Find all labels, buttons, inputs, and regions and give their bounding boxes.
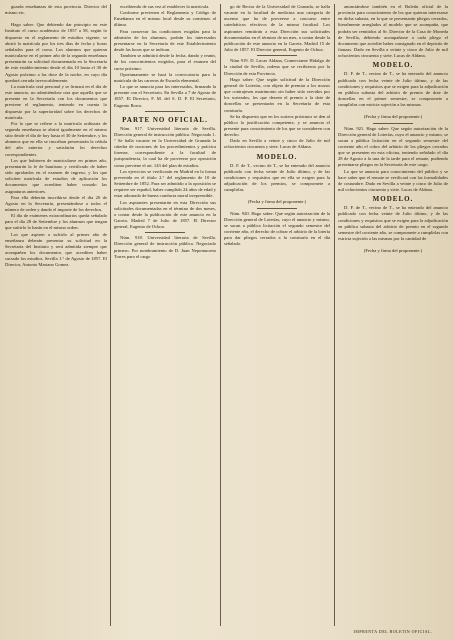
paragraph: Núm. 917. Universidad literaria de Sevilla. Dirección general de instrucción pública. Negociado 1.° Se halla vacante en la Universidad de Granada la cátedra de nociones de los procedimientos y práctica forense, correspondiente a la facultad de jurisprudencia, la cual ha de proveerse por oposición como previene el art. 143 del plan de estudios.	[114, 125, 216, 168]
paragraph: Tambien se admitirá desde la fecha, dando y reunir, de los conocimientos exigidos, para el examen del curso próximo.	[114, 53, 216, 71]
printer-imprint: IMPRENTA DEL BOLETIN OFICIAL.	[353, 629, 433, 634]
column-4	[338, 4, 448, 626]
paragraph: D. F. de T., vecino de T., se ha enterado del anuncio publicado con fecha veinte de Julio último, y de las condiciones y requisitos que se exigen para la adjudicación en pública subasta del arbitrio de premio de dote de doncellas en el primer semestre, se compromete a cumplirlas con estricta sujeción a las mismas.	[338, 71, 448, 108]
paragraph: Dado en Sevilla a veinte y cinco de Julio de mil ochocientos cincuenta y siete. Lucas de Aldana.	[224, 138, 330, 150]
divider	[257, 208, 297, 209]
divider	[145, 232, 185, 233]
paragraph: Núm 919. D. Lucas Aldana, Comerciante Hidalgo de la ciudad de Sevilla, ordena que se recibieron por la Dirección de esta Provincia.	[224, 58, 330, 76]
paragraph: Por lo que se refiere a la matrícula ordinaria de segunda enseñanza se abrirá igualmente en el mismo sitio desde el día de hoy hasta el 30 de Setiembre, y los alumnos que en ella se inscriban presentarán la cédula del año anterior y satisfarán los derechos correspondientes.	[5, 120, 107, 157]
column-1	[5, 4, 107, 626]
paragraph: El día de exámenes extraordinarios queda señalado para el día 28 de Setiembre y los alumnos que tengan que sufrirlo lo harán en el mismo orden.	[5, 213, 107, 231]
paragraph: escribiendo de sus vez al establecer la matrícula.	[120, 4, 210, 9]
paragraph: Núm. 920. Hago saber: Que según autorización de la Dirección general de Loterías, cuyo el anuncio y mismo, se sacan a pública licitación el segundo semestre del corriente año, el derecho de cobrar el arbitrio de la lotería para dar pliegos cerrados a la comisaría en el día señalado.	[224, 210, 330, 247]
section-heading: PARTE NO OFICIAL.	[122, 115, 208, 124]
column-divider	[110, 4, 111, 626]
paragraph: La matrícula será personal y se firmará en el día de este anuncio, no admitiéndose otra que aquella que se presente en la Secretaría con los documentos que previene el reglamento, teniendo en cuenta lo dispuesto por la superioridad sobre los derechos de matrícula.	[5, 83, 107, 120]
column-divider	[220, 4, 221, 626]
paragraph: D. F. de T., vecino de T., se ha enterado del anuncio publicado con fecha veinte de Julio último, y de las condiciones y requisitos que se exigen para la adjudicación en pública subasta del arbitrio de premio en el segundo semestre del corriente año, se compromete a cumplirlas con estricta sujeción a las mismas por la cantidad de	[338, 205, 448, 241]
signature-line: (Fecha y firma del proponente.)	[363, 114, 423, 120]
paragraph: Oportunamente se hará la convocatoria para la matrícula de las carreras de Escuela elemental.	[114, 71, 216, 83]
paragraph: Lo que se anuncia para conocimiento del público y se hace saber que el remate se verificará con las formalidades de costumbre. Dado en Sevilla a veinte y cinco de Julio de mil ochocientos cincuenta y siete. Lucas de Aldana.	[338, 168, 448, 193]
paragraph: Núm. 921. Hago saber: Que según autorización de la Dirección general de Loterías, cuyo el anuncio y mismo, se sacan a pública licitación en el segundo semestre del corriente año el cobro del arbitrio de los pliegos cerrados que se presenten en esta oficina, teniendo señalado el día 28 de Agosto a la una de la tarde para el remate, pudiendo presentarse pliegos en la Secretaría de este cargo.	[338, 125, 448, 168]
paragraph: Se ha dispuesto que en los sorteos próximos se den al público la justificación competente, y se anuncia el presente para conocimiento de los que se consideren con derecho.	[224, 113, 330, 138]
paragraph: go de Rector de la Universidad de Granada, se halla vacante en la facultad de medicina una categoría de ascenso que ha de proveerse a concurso entre catedráticos efectivos de la misma facultad. Los aspirantes remitirán a esta Dirección sus solicitudes documentadas en el término de un mes, a contar desde la publicación de este anuncio en la Gaceta. Madrid 15 de Julio de 1857. El Director general, Eugenio de Ochoa.	[224, 4, 330, 53]
signature-line: (Fecha y firma del proponente.)	[363, 248, 423, 254]
section-heading: MODELO.	[372, 195, 414, 204]
paragraph: Núm. 918. Universidad literaria de Sevilla. Dirección general de instrucción pública. Negociado primero. Por nombramiento de D. Juan Nepomuceno Torres para el cargo	[114, 235, 216, 259]
paragraph: Los ejercicios se verificarán en Madrid en la forma prevenida en el título 2.° del reglamento de 10 de Setiembre de 1852. Para ser admitido a la oposición se requiere ser español, haber cumplido 24 años de edad y estar adornado de buena conducta moral irreprensible.	[114, 168, 216, 199]
paragraph: Los que aspiren a sufrirlo al primer año de enseñanza deberán presentar su solicitud en la Secretaría del Instituto y será admitida siempre que acompañen los documentos que acrediten haber cursado los estudios. Sevilla 1.° de Agosto de 1857. El Director, Antonio Mariano Gomez.	[5, 231, 107, 268]
paragraph: Los que hubieren de matricularse en primer año, presentarán la fe de bautismo y certificado de haber sido aprobados en el examen de ingreso, y los que soliciten matrícula de estudios de aplicación los documentos que acrediten haber cursado las asignaturas anteriores.	[5, 157, 107, 194]
paragraph: Conforme previenen el Reglamento y Código de Enseñanza en el mismo local desde su comienzo al último.	[114, 10, 216, 28]
paragraph: D. F. de T., vecino de T., se ha enterado del anuncio publicado con fecha veinte de Julio último, y de las condiciones y requisitos que en ella se exigen para la adjudicación de los premios, se compromete a cumplirlas.	[224, 162, 330, 193]
divider	[145, 111, 185, 112]
signature-line: (Fecha y firma del proponente.)	[247, 199, 307, 205]
paragraph: Lo que se anuncia para los interesados, firmando la presente con el Secretario. En Sevilla a 7 de Agosto de 1857. El Director, F. M. del S. D. P. El Secretario, Eugenio Borra.	[114, 84, 216, 108]
paragraph: Hago saber: Que según solicitud de la Dirección general de Loterías, con objeto de premiar a los mozos que contrajesen matrimonio sin haber sido servidos por los sorteados, los que deseen el premio a la dote de doncellas se presentarán en la Secretaría de esta comisaría.	[224, 76, 330, 113]
paragraph: Para conservar las condiciones exigidas para la admisión de los alumnos, podrán los interesados presentarse en la Secretaría de este Establecimiento desde las horas que se indican.	[114, 28, 216, 53]
divider	[373, 123, 413, 124]
column-3	[224, 4, 330, 626]
paragraph: guarda enseñanzas de esta provincia. Director del mismo etc.	[5, 4, 107, 16]
paragraph: Los aspirantes presentarán en esta Dirección sus solicitudes documentadas en el término de dos meses, a contar desde la publicación de este anuncio en la Gaceta. Madrid 7 de Julio de 1857. El Director general, Eugenio de Ochoa.	[114, 199, 216, 230]
section-heading: MODELO.	[256, 152, 298, 161]
column-2	[114, 4, 216, 626]
section-heading: MODELO.	[372, 61, 414, 70]
paragraph: Para ella deberán inscribirse desde el día 20 de Agosto en la Secretaría, presentándose a todos el número de orden y dando el importe de los derechos.	[5, 194, 107, 212]
paragraph: Hago saber: Que debiendo dar principio en este Instituto el curso académico de 1857 a 58, según lo dispuesto en el reglamento de estudios vigente, se abrirá la matrícula por los tres días de fecha y horas señalados para el curso. Los alumnos que quieran matricularse en el primer año de la segunda enseñanza presentarán su solicitud documentada en la Secretaría de este establecimiento desde el día 10 hasta el 30 de Agosto próximo a las doce de la noche, en cuyo día quedará cerrada irrevocablemente.	[5, 22, 107, 83]
column-divider	[334, 4, 335, 626]
paragraph: anunciándose también en el Boletín oficial de la provincia para conocimiento de los que quieran interesarse en dicha subasta, en la que se presentarán pliegos cerrados, literalmente arreglados al modelo que se acompaña, que podrán ser remitidos al Sr. Director de la Casa de Moneda de Sevilla, debiendo acompañarse a cada pliego el documento que acredite haber consignado en el depósito de fianzas. Dado en Sevilla a veinte y cinco de Julio de mil ochocientos cincuenta y siete. Lucas de Aldana.	[338, 4, 448, 59]
divider	[257, 55, 297, 56]
